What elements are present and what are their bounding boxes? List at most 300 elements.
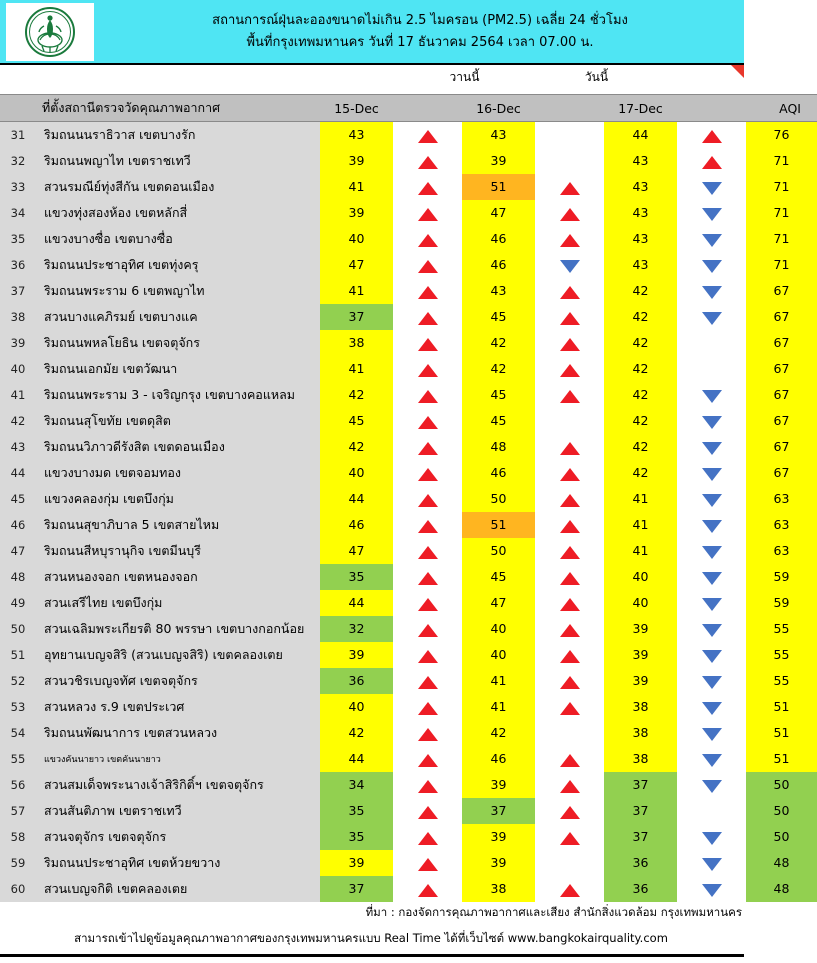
trend-up-icon: [677, 148, 746, 174]
row-number: 56: [0, 772, 36, 798]
pm25-value-16dec-cell: 39: [462, 148, 535, 174]
header-station-name: ที่ตั้งสถานีตรวจวัดคุณภาพอากาศ: [36, 95, 320, 122]
triangle-down-icon: [702, 390, 722, 403]
triangle-down-icon: [702, 546, 722, 559]
triangle-up-icon: [560, 702, 580, 715]
triangle-up-icon: [418, 754, 438, 767]
row-number: 42: [0, 408, 36, 434]
aqi-cell: 48: [746, 850, 817, 876]
station-name: ริมถนนพหลโยธิน เขตจตุจักร: [36, 330, 320, 356]
trend-up-icon: [535, 330, 604, 356]
station-name: ริมถนนวิภาวดีรังสิต เขตดอนเมือง: [36, 434, 320, 460]
triangle-up-icon: [418, 468, 438, 481]
trend-up-icon: [393, 590, 462, 616]
trend-up-icon: [535, 538, 604, 564]
pm25-value-16dec-cell: 45: [462, 564, 535, 590]
pm25-value-17dec: [604, 486, 677, 512]
table-row: [0, 668, 817, 694]
station-name: ริมถนนประชาอุทิศ เขตทุ่งครุ: [36, 252, 320, 278]
table-row: [0, 538, 817, 564]
trend-up-icon: [535, 642, 604, 668]
pm25-value-17dec-cell: 37: [604, 772, 677, 798]
trend-down-icon: [677, 642, 746, 668]
triangle-up-icon: [418, 130, 438, 143]
pm25-value-15dec: [320, 304, 393, 330]
trend-down-icon: [677, 824, 746, 850]
pm25-value-16dec: [462, 824, 535, 850]
aqi-value: [746, 148, 817, 174]
pm25-value-16dec-cell: 43: [462, 122, 535, 148]
pm25-value-17dec: [604, 746, 677, 772]
pm25-value-17dec-cell: 41: [604, 512, 677, 538]
trend-up-icon: [535, 226, 604, 252]
trend-up-icon: [535, 590, 604, 616]
station-name: ริมถนนพระราม 3 - เจริญกรุง เขตบางคอแหลม: [36, 382, 320, 408]
bma-seal-icon: [24, 6, 76, 58]
trend-up-icon: [393, 174, 462, 200]
pm25-value-15dec-cell: 42: [320, 720, 393, 746]
table-row: [0, 408, 817, 434]
pm25-value-15dec-cell: 44: [320, 486, 393, 512]
aqi-value: [746, 694, 817, 720]
row-number: 55: [0, 746, 36, 772]
trend-down-icon: [677, 304, 746, 330]
table-row: [0, 876, 817, 902]
pm25-value-16dec: [462, 798, 535, 824]
pm25-value-17dec-cell: 43: [604, 226, 677, 252]
pm25-value-15dec-cell: 42: [320, 434, 393, 460]
pm25-value-17dec-cell: 36: [604, 850, 677, 876]
pm25-value-17dec-cell: 41: [604, 486, 677, 512]
pm25-value-16dec-cell: 38: [462, 876, 535, 902]
pm25-value-17dec-cell: 37: [604, 824, 677, 850]
trend-none: [535, 122, 604, 149]
station-name: ริมถนนพัฒนาการ เขตสวนหลวง: [36, 720, 320, 746]
pm25-value-15dec-cell: 45: [320, 408, 393, 434]
pm25-value-16dec-cell: 46: [462, 460, 535, 486]
pm25-value-17dec-cell: 42: [604, 460, 677, 486]
triangle-down-icon: [702, 884, 722, 897]
triangle-down-icon: [702, 598, 722, 611]
pm25-value-17dec: [604, 590, 677, 616]
pm25-value-17dec-cell: 43: [604, 200, 677, 226]
triangle-up-icon: [560, 572, 580, 585]
triangle-up-icon: [560, 598, 580, 611]
aqi-cell: 63: [746, 538, 817, 564]
trend-up-icon: [535, 434, 604, 460]
table-body: [0, 122, 817, 903]
triangle-down-icon: [702, 572, 722, 585]
station-name: สวนรมณีย์ทุ่งสีกัน เขตดอนเมือง: [36, 174, 320, 200]
trend-up-icon: [393, 304, 462, 330]
table-row: [0, 434, 817, 460]
trend-up-icon: [393, 564, 462, 590]
station-name: สวนสันติภาพ เขตราชเทวี: [36, 798, 320, 824]
trend-up-icon: [393, 772, 462, 798]
pm25-value-16dec: [462, 356, 535, 382]
aqi-value: [746, 408, 817, 434]
pm25-value-17dec-cell: 43: [604, 252, 677, 278]
pm25-value-16dec: [462, 590, 535, 616]
trend-up-icon: [393, 434, 462, 460]
aqi-cell: 51: [746, 746, 817, 772]
row-number: 36: [0, 252, 36, 278]
triangle-up-icon: [560, 806, 580, 819]
triangle-up-icon: [418, 338, 438, 351]
trend-up-icon: [393, 668, 462, 694]
trend-up-icon: [393, 616, 462, 642]
pm25-value-15dec-cell: 38: [320, 330, 393, 356]
pm25-value-15dec-cell: 40: [320, 694, 393, 720]
aqi-cell: 63: [746, 486, 817, 512]
aqi-value: [746, 278, 817, 304]
header-row-number: [0, 95, 36, 122]
station-name: สวนหลวง ร.9 เขตประเวศ: [36, 694, 320, 720]
trend-none: [535, 408, 604, 434]
triangle-up-icon: [418, 494, 438, 507]
triangle-down-icon: [702, 286, 722, 299]
pm25-value-16dec: [462, 330, 535, 356]
station-name: ริมถนนสุขาภิบาล 5 เขตสายไหม: [36, 512, 320, 538]
pm25-value-17dec-cell: 37: [604, 798, 677, 824]
pm25-value-15dec: [320, 226, 393, 252]
pm25-value-15dec-cell: 39: [320, 148, 393, 174]
pm25-value-16dec-cell: 42: [462, 720, 535, 746]
trend-down-icon: [677, 746, 746, 772]
triangle-up-icon: [418, 598, 438, 611]
today-label: วันนี้: [584, 70, 609, 84]
pm25-value-17dec-cell: 38: [604, 694, 677, 720]
pm25-value-16dec-cell: 45: [462, 382, 535, 408]
table-row: [0, 122, 817, 149]
trend-down-icon: [677, 668, 746, 694]
pm25-value-16dec-cell: 39: [462, 772, 535, 798]
trend-up-icon: [535, 174, 604, 200]
pm25-value-16dec: [462, 694, 535, 720]
pm25-value-15dec-cell: 43: [320, 122, 393, 148]
triangle-up-icon: [418, 624, 438, 637]
pm25-value-15dec: [320, 122, 393, 149]
row-number: 44: [0, 460, 36, 486]
station-name: แขวงคันนายาว เขตคันนายาว: [36, 746, 320, 772]
triangle-up-icon: [418, 156, 438, 169]
triangle-up-icon: [560, 494, 580, 507]
pm25-value-17dec-cell: 42: [604, 278, 677, 304]
aqi-cell: 67: [746, 356, 817, 382]
pm25-value-15dec-cell: 41: [320, 278, 393, 304]
pm25-value-16dec: [462, 174, 535, 200]
pm25-value-16dec-cell: 45: [462, 304, 535, 330]
aqi-cell: 67: [746, 382, 817, 408]
aqi-value: [746, 330, 817, 356]
aqi-value: [746, 304, 817, 330]
pm25-value-15dec: [320, 148, 393, 174]
pm25-station-table: [0, 94, 817, 902]
pm25-value-15dec: [320, 798, 393, 824]
aqi-cell: 50: [746, 798, 817, 824]
trend-up-icon: [535, 564, 604, 590]
header-arrow-2: [535, 95, 604, 122]
pm25-value-16dec-cell: 46: [462, 746, 535, 772]
report-footer: [0, 902, 744, 957]
trend-down-icon: [677, 486, 746, 512]
pm25-value-17dec: [604, 850, 677, 876]
triangle-up-icon: [560, 338, 580, 351]
pm25-value-17dec: [604, 330, 677, 356]
pm25-value-17dec-cell: 39: [604, 668, 677, 694]
triangle-up-icon: [418, 520, 438, 533]
triangle-up-icon: [560, 364, 580, 377]
aqi-value: [746, 746, 817, 772]
trend-up-icon: [393, 356, 462, 382]
aqi-cell: 51: [746, 694, 817, 720]
pm25-value-15dec: [320, 772, 393, 798]
trend-down-icon: [677, 538, 746, 564]
triangle-up-icon: [418, 728, 438, 741]
trend-up-icon: [535, 616, 604, 642]
row-number: 59: [0, 850, 36, 876]
trend-none: [535, 850, 604, 876]
trend-down-icon: [677, 720, 746, 746]
footer-website-text: สามารถเข้าไปดูข้อมูลคุณภาพอากาศของกรุงเทพมหานครแบบ Real Time ได้ที่เว็บไซต์ www.bangkokairquality.com: [74, 931, 668, 945]
trend-up-icon: [393, 512, 462, 538]
aqi-value: [746, 174, 817, 200]
pm25-value-15dec: [320, 512, 393, 538]
pm25-value-15dec: [320, 564, 393, 590]
pm25-value-17dec: [604, 434, 677, 460]
header-arrow-3: [677, 95, 746, 122]
triangle-up-icon: [418, 858, 438, 871]
pm25-value-17dec: [604, 824, 677, 850]
table-row: [0, 226, 817, 252]
triangle-down-icon: [702, 858, 722, 871]
pm25-value-17dec: [604, 616, 677, 642]
trend-up-icon: [535, 304, 604, 330]
pm25-value-17dec-cell: 38: [604, 720, 677, 746]
table-row: [0, 824, 817, 850]
pm25-value-16dec-cell: 47: [462, 200, 535, 226]
pm25-value-15dec: [320, 616, 393, 642]
aqi-value: [746, 642, 817, 668]
pm25-value-17dec: [604, 226, 677, 252]
trend-up-icon: [393, 642, 462, 668]
trend-up-icon: [535, 278, 604, 304]
trend-down-icon: [677, 382, 746, 408]
pm25-value-15dec: [320, 278, 393, 304]
pm25-value-16dec: [462, 304, 535, 330]
pm25-value-17dec: [604, 356, 677, 382]
pm25-value-17dec: [604, 564, 677, 590]
station-name: สวนเฉลิมพระเกียรติ 80 พรรษา เขตบางกอกน้อย: [36, 616, 320, 642]
aqi-value: [746, 252, 817, 278]
pm25-value-16dec: [462, 538, 535, 564]
pm25-value-15dec-cell: 34: [320, 772, 393, 798]
pm25-value-16dec-cell: 42: [462, 356, 535, 382]
triangle-up-icon: [560, 832, 580, 845]
yesterday-label: วานนี้: [449, 70, 480, 84]
pm25-value-15dec: [320, 668, 393, 694]
station-name: ริมถนนนราธิวาส เขตบางรัก: [36, 122, 320, 149]
pm25-value-15dec: [320, 642, 393, 668]
table-row: [0, 512, 817, 538]
pm25-value-16dec: [462, 148, 535, 174]
pm25-value-15dec: [320, 720, 393, 746]
triangle-up-icon: [560, 286, 580, 299]
pm25-value-15dec: [320, 850, 393, 876]
trend-down-icon: [677, 564, 746, 590]
table-row: [0, 564, 817, 590]
pm25-value-15dec-cell: 44: [320, 746, 393, 772]
pm25-value-17dec: [604, 304, 677, 330]
pm25-value-15dec-cell: 35: [320, 798, 393, 824]
trend-up-icon: [393, 148, 462, 174]
triangle-down-icon: [702, 754, 722, 767]
pm25-value-17dec-cell: 42: [604, 304, 677, 330]
table-row: [0, 278, 817, 304]
aqi-value: [746, 876, 817, 902]
pm25-value-17dec: [604, 772, 677, 798]
pm25-value-16dec-cell: 39: [462, 824, 535, 850]
trend-none: [677, 356, 746, 382]
pm25-value-16dec-cell: 39: [462, 850, 535, 876]
table-row: [0, 330, 817, 356]
pm25-value-16dec: [462, 278, 535, 304]
pm25-value-15dec: [320, 876, 393, 902]
pm25-value-16dec: [462, 252, 535, 278]
aqi-cell: 67: [746, 460, 817, 486]
pm25-value-15dec-cell: 35: [320, 564, 393, 590]
trend-up-icon: [535, 486, 604, 512]
aqi-value: [746, 616, 817, 642]
pm25-value-17dec: [604, 642, 677, 668]
report-title-line-1: สถานการณ์ฝุ่นละอองขนาดไม่เกิน 2.5 ไมครอน (PM2.5) เฉลี่ย 24 ชั่วโมง: [212, 12, 628, 28]
aqi-value: [746, 798, 817, 824]
table-row: [0, 356, 817, 382]
station-name: สวนหนองจอก เขตหนองจอก: [36, 564, 320, 590]
pm25-value-15dec-cell: 40: [320, 226, 393, 252]
pm25-value-16dec: [462, 382, 535, 408]
triangle-up-icon: [560, 312, 580, 325]
pm25-value-16dec: [462, 642, 535, 668]
aqi-value: [746, 434, 817, 460]
pm25-value-17dec: [604, 148, 677, 174]
trend-none: [535, 720, 604, 746]
header-title-block: [100, 0, 740, 63]
pm25-value-17dec: [604, 252, 677, 278]
triangle-up-icon: [560, 208, 580, 221]
pm25-value-16dec-cell: 51: [462, 512, 535, 538]
aqi-value: [746, 824, 817, 850]
triangle-up-icon: [560, 676, 580, 689]
pm25-value-17dec-cell: 39: [604, 642, 677, 668]
triangle-up-icon: [418, 182, 438, 195]
aqi-cell: 67: [746, 434, 817, 460]
trend-up-icon: [393, 460, 462, 486]
report-header: [0, 0, 744, 65]
triangle-up-icon: [418, 208, 438, 221]
row-number: 43: [0, 434, 36, 460]
trend-down-icon: [677, 772, 746, 798]
aqi-value: [746, 122, 817, 149]
station-name: แขวงบางมด เขตจอมทอง: [36, 460, 320, 486]
pm25-value-16dec: [462, 486, 535, 512]
trend-up-icon: [393, 330, 462, 356]
pm25-value-15dec-cell: 37: [320, 876, 393, 902]
aqi-cell: 67: [746, 278, 817, 304]
pm25-value-16dec-cell: 41: [462, 668, 535, 694]
pm25-value-16dec-cell: 41: [462, 694, 535, 720]
table-row: [0, 174, 817, 200]
triangle-up-icon: [560, 546, 580, 559]
row-number: 39: [0, 330, 36, 356]
row-number: 34: [0, 200, 36, 226]
trend-up-icon: [393, 252, 462, 278]
station-name: อุทยานเบญจสิริ (สวนเบญจสิริ) เขตคลองเตย: [36, 642, 320, 668]
pm25-value-15dec: [320, 538, 393, 564]
trend-up-icon: [393, 824, 462, 850]
trend-down-icon: [677, 174, 746, 200]
pm25-value-16dec-cell: 50: [462, 486, 535, 512]
pm25-value-16dec: [462, 850, 535, 876]
aqi-value: [746, 590, 817, 616]
pm25-value-15dec-cell: 47: [320, 252, 393, 278]
pm25-value-17dec: [604, 876, 677, 902]
aqi-cell: 63: [746, 512, 817, 538]
table-row: [0, 590, 817, 616]
trend-down-icon: [677, 512, 746, 538]
trend-up-icon: [393, 122, 462, 149]
pm25-value-15dec: [320, 174, 393, 200]
triangle-down-icon: [702, 624, 722, 637]
table-row: [0, 694, 817, 720]
trend-down-icon: [677, 616, 746, 642]
triangle-up-icon: [560, 234, 580, 247]
aqi-cell: 67: [746, 304, 817, 330]
aqi-cell: 59: [746, 564, 817, 590]
aqi-cell: 59: [746, 590, 817, 616]
pm25-value-15dec-cell: 44: [320, 590, 393, 616]
pm25-value-16dec-cell: 47: [462, 590, 535, 616]
triangle-up-icon: [560, 520, 580, 533]
triangle-up-icon: [560, 624, 580, 637]
pm25-value-15dec: [320, 252, 393, 278]
aqi-value: [746, 564, 817, 590]
period-labels-row: [0, 65, 744, 94]
pm25-value-17dec: [604, 278, 677, 304]
triangle-up-icon: [418, 260, 438, 273]
trend-up-icon: [393, 746, 462, 772]
triangle-up-icon: [418, 364, 438, 377]
pm25-value-16dec-cell: 43: [462, 278, 535, 304]
pm25-value-15dec: [320, 382, 393, 408]
row-number: 31: [0, 122, 36, 149]
trend-up-icon: [535, 772, 604, 798]
triangle-up-icon: [418, 650, 438, 663]
pm25-value-15dec-cell: 41: [320, 174, 393, 200]
triangle-up-icon: [418, 390, 438, 403]
triangle-down-icon: [702, 832, 722, 845]
header-arrow-1: [393, 95, 462, 122]
station-name: สวนสมเด็จพระนางเจ้าสิริกิติ์ฯ เขตจตุจักร: [36, 772, 320, 798]
pm25-value-15dec-cell: 35: [320, 824, 393, 850]
pm25-value-17dec: [604, 460, 677, 486]
row-number: 49: [0, 590, 36, 616]
trend-none: [535, 148, 604, 174]
row-number: 52: [0, 668, 36, 694]
pm25-value-15dec-cell: 40: [320, 460, 393, 486]
station-name: ริมถนนประชาอุทิศ เขตห้วยขวาง: [36, 850, 320, 876]
pm25-value-16dec: [462, 772, 535, 798]
